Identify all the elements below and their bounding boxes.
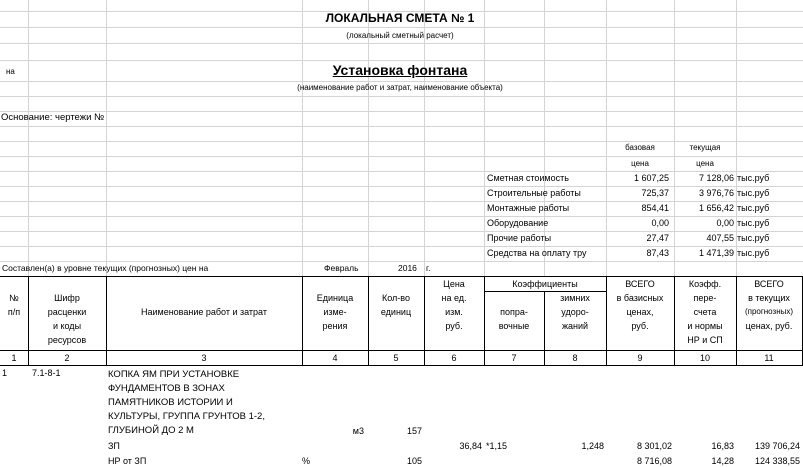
col-number: 6 xyxy=(451,353,457,363)
header-code-3: и коды xyxy=(52,321,82,331)
cost-unit: тыс.руб xyxy=(737,248,770,258)
cost-current: 1 656,42 xyxy=(698,203,734,213)
col-number: 4 xyxy=(332,353,338,363)
grid-col-line xyxy=(28,0,29,276)
row-coef-winter: 1,248 xyxy=(581,441,604,451)
row-total-base: 8 301,02 xyxy=(636,441,672,451)
item-name-line: ГЛУБИНОЙ ДО 2 М xyxy=(108,425,194,436)
cost-base: 27,47 xyxy=(646,233,669,243)
header-no-1: № xyxy=(9,293,19,303)
cost-current: 7 128,06 xyxy=(698,173,734,183)
cost-current: 407,55 xyxy=(706,233,734,243)
header-code-2: расценки xyxy=(47,307,87,317)
cost-current: 1 471,39 xyxy=(698,248,734,258)
header-coef-winter-1: зимних xyxy=(560,293,590,303)
cost-unit: тыс.руб xyxy=(737,218,770,228)
header-price-3: изм. xyxy=(445,307,463,317)
row-total-cur: 124 338,55 xyxy=(754,456,800,466)
header-coef-winter-2: удоро- xyxy=(561,307,589,317)
row-coef-fix: *1,15 xyxy=(486,441,508,451)
col-number: 3 xyxy=(201,353,207,363)
item-code: 7.1-8-1 xyxy=(32,368,61,378)
header-total-cur-1: ВСЕГО xyxy=(754,279,784,289)
current-price-head-2: цена xyxy=(696,159,714,168)
header-unit-1: Единица xyxy=(316,293,354,303)
row-recalc: 16,83 xyxy=(711,441,734,451)
row-qty: 105 xyxy=(406,456,422,466)
compiled-year: 2016 xyxy=(398,263,417,273)
header-coef-group: Коэффициенты xyxy=(512,279,578,289)
header-price-4: руб. xyxy=(445,321,463,331)
header-total-base-2: в базисных xyxy=(616,293,664,303)
header-recalc-4: и нормы xyxy=(687,321,723,331)
header-no-2: п/п xyxy=(7,307,21,317)
compiled-text: Составлен(а) в уровне текущих (прогнозных) цен на xyxy=(2,263,209,273)
cost-label: Монтажные работы xyxy=(487,203,570,213)
cost-base: 854,41 xyxy=(641,203,669,213)
col-number: 8 xyxy=(572,353,578,363)
item-name-line: КУЛЬТУРЫ, ГРУППА ГРУНТОВ 1-2, xyxy=(108,411,265,422)
item-unit: м3 xyxy=(352,426,364,436)
grid-row-line xyxy=(0,43,803,44)
table-border xyxy=(0,365,803,366)
cost-base: 1 607,25 xyxy=(633,173,669,183)
estimate-table xyxy=(0,276,803,467)
header-qty-2: единиц xyxy=(380,307,412,317)
cost-label: Сметная стоимость xyxy=(487,173,569,183)
row-total-base: 8 716,08 xyxy=(636,456,672,466)
grid-row-line xyxy=(0,111,803,112)
grid-row-line xyxy=(0,96,803,97)
header-recalc-1: Коэфф. xyxy=(688,279,722,289)
row-name: НР от ЗП xyxy=(108,456,147,466)
header-coef-fix-1: попра- xyxy=(500,307,528,317)
header-unit-2: изме- xyxy=(323,307,347,317)
row-recalc: 14,28 xyxy=(711,456,734,466)
header-total-base-1: ВСЕГО xyxy=(625,279,655,289)
header-price-1: Цена xyxy=(443,279,465,289)
basis-line: Основание: чертежи № xyxy=(1,112,105,123)
col-number: 1 xyxy=(11,353,17,363)
cost-current: 3 976,76 xyxy=(698,188,734,198)
cost-current: 0,00 xyxy=(716,218,734,228)
row-name: ЗП xyxy=(108,441,120,451)
header-total-cur-2: в текущих xyxy=(748,293,790,303)
header-recalc-3: счета xyxy=(693,307,717,317)
row-price: 36,84 xyxy=(459,441,482,451)
header-total-cur-4: ценах, руб. xyxy=(745,321,793,331)
col-number: 7 xyxy=(511,353,517,363)
grid-row-line xyxy=(0,27,803,28)
base-price-head-2: цена xyxy=(631,159,649,168)
cost-unit: тыс.руб xyxy=(737,203,770,213)
col-number: 9 xyxy=(637,353,643,363)
header-total-base-4: руб. xyxy=(631,321,649,331)
grid-row-line xyxy=(0,156,803,157)
item-no: 1 xyxy=(2,368,8,378)
compiled-suffix: г. xyxy=(426,263,431,273)
header-unit-3: рения xyxy=(322,321,348,331)
col-number: 2 xyxy=(64,353,70,363)
header-qty-1: Кол-во xyxy=(382,293,410,303)
object-caption: (наименование работ и затрат, наименование объекта) xyxy=(297,83,503,92)
row-unit: % xyxy=(302,456,311,466)
header-code-4: ресурсов xyxy=(47,335,87,345)
na-label: на xyxy=(6,67,15,76)
item-name-line: ПАМЯТНИКОВ ИСТОРИИ И xyxy=(108,397,233,408)
cost-unit: тыс.руб xyxy=(737,233,770,243)
header-coef-winter-3: жаний xyxy=(561,321,589,331)
cost-base: 0,00 xyxy=(651,218,669,228)
header-total-cur-3: (прогнозных) xyxy=(744,307,794,316)
grid-row-line xyxy=(0,60,803,61)
header-recalc-5: НР и СП xyxy=(687,335,723,345)
item-qty: 157 xyxy=(406,426,422,436)
cost-label: Оборудование xyxy=(487,218,549,228)
base-price-head-1: базовая xyxy=(625,143,655,152)
item-name-line: ФУНДАМЕНТОВ В ЗОНАХ xyxy=(108,383,225,394)
item-name-line: КОПКА ЯМ ПРИ УСТАНОВКЕ xyxy=(108,369,240,380)
col-number: 10 xyxy=(699,353,710,363)
col-number: 11 xyxy=(764,353,774,363)
estimate-title: ЛОКАЛЬНАЯ СМЕТА № 1 xyxy=(325,11,475,25)
current-price-head-1: текущая xyxy=(689,143,721,152)
header-code-1: Шифр xyxy=(54,293,80,303)
header-total-base-3: ценах, xyxy=(626,307,654,317)
cost-unit: тыс.руб xyxy=(737,173,770,183)
header-coef-fix-2: вочные xyxy=(498,321,530,331)
header-recalc-2: пере- xyxy=(693,293,717,303)
cost-base: 87,43 xyxy=(646,248,669,258)
header-name: Наименование работ и затрат xyxy=(140,307,267,317)
header-price-2: на ед. xyxy=(441,293,467,303)
cost-label: Строительные работы xyxy=(487,188,581,198)
estimate-subtitle: (локальный сметный расчет) xyxy=(346,31,454,40)
cost-label: Прочие работы xyxy=(487,233,552,243)
col-number: 5 xyxy=(393,353,399,363)
row-total-cur: 139 706,24 xyxy=(754,441,800,451)
grid-col-line xyxy=(106,0,107,276)
object-name: Установка фонтана xyxy=(332,62,468,78)
cost-base: 725,37 xyxy=(641,188,669,198)
cost-label: Средства на оплату тру xyxy=(487,248,587,258)
grid-row-line xyxy=(0,126,803,127)
cost-unit: тыс.руб xyxy=(737,188,770,198)
compiled-month: Февраль xyxy=(324,263,359,273)
